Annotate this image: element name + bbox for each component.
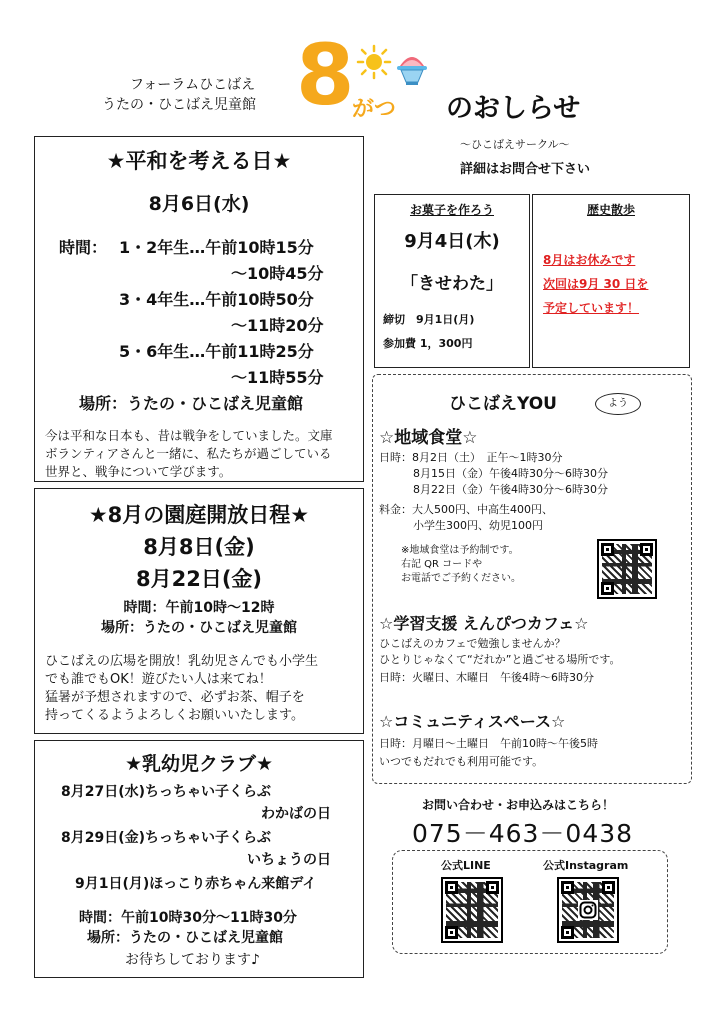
study-line: ひとりじゃなくて“だれか”と過ごせる場所です。 [379, 653, 621, 666]
garden-desc: 猛暑が予想されますので、必ずお茶、帽子を [45, 690, 305, 705]
you-title: ひこばえYOU [449, 394, 557, 414]
shaved-ice-icon [394, 46, 430, 88]
sweets-fee: 参加費 1，300円 [383, 337, 473, 350]
garden-date: 8月22日(金) [135, 567, 263, 591]
food-reservation-qr-code[interactable] [597, 539, 657, 599]
space-title: ☆コミュニティスペース☆ [379, 712, 566, 731]
sweets-date: 9月4日(木) [404, 231, 500, 252]
infant-title: ★乳幼児クラブ★ [124, 753, 274, 775]
infant-place: 場所：うたの・ひこばえ児童館 [87, 930, 283, 946]
history-title: 歴史散歩 [586, 203, 635, 217]
space-line: いつでもだれでも利用可能です。 [379, 755, 544, 768]
speech-bubble [595, 393, 641, 415]
food-line: 8月15日（金）午後4時30分～6時30分 [413, 467, 608, 480]
sweets-deadline: 締切 9月1日(月) [383, 313, 475, 326]
garden-open-section [34, 488, 364, 734]
peace-desc: 世界と、戦争について学びます。 [45, 464, 232, 479]
infant-event: 9月1日(月)ほっこり赤ちゃん来館デイ [75, 876, 317, 892]
infant-event: 8月27日(水)ちっちゃい子くらぶ [61, 784, 272, 800]
food-line: 8月22日（金）午後4時30分～6時30分 [413, 483, 608, 496]
peace-desc: ボランティアさんと一緒に、私たちが過ごしている [45, 446, 332, 461]
phone-number[interactable]: 075－463－0438 [412, 819, 634, 848]
org-name: フォーラムひこばえ [130, 77, 256, 93]
instagram-qr-code[interactable] [557, 877, 619, 943]
garden-date: 8月8日(金) [143, 535, 255, 559]
food-line: 日時：8月2日（土） 正午～1時30分 [379, 451, 563, 464]
peace-time-row: ～10時45分 [231, 264, 324, 283]
line-label: 公式LINE [441, 859, 491, 872]
food-note: ※地域食堂は予約制です。 [401, 545, 519, 556]
peace-time-row: ～11時55分 [231, 368, 324, 387]
study-line: 日時：火曜日、木曜日 午後4時～6時30分 [379, 671, 594, 684]
hikobae-you-section [372, 374, 692, 784]
garden-place: 場所：うたの・ひこばえ児童館 [101, 620, 297, 636]
peace-title: ★平和を考える日★ [106, 149, 292, 173]
food-title: ☆地域食堂☆ [379, 428, 478, 448]
study-title: ☆学習支援 えんぴつカフェ☆ [379, 614, 589, 633]
month-number: 8 [296, 26, 355, 124]
line-qr-code[interactable] [441, 877, 503, 943]
infant-event-sub: わかばの日 [261, 806, 331, 822]
garden-desc: ひこばえの広場を開放！乳幼児さんでも小学生 [45, 654, 319, 669]
speech-bubble-text: よう [608, 398, 628, 409]
contact-note: 詳細はお問合せ下さい [460, 162, 591, 177]
garden-title: ★8月の園庭開放日程★ [88, 503, 310, 527]
peace-time-label: 時間： [59, 238, 108, 257]
study-line: ひこばえのカフェで勉強しませんか？ [379, 637, 566, 650]
infant-time: 時間：午前10時30分～11時30分 [79, 910, 297, 926]
infant-event: 8月29日(金)ちっちゃい子くらぶ [61, 830, 272, 846]
page-title: のおしらせ [446, 93, 581, 124]
food-line: 小学生300円、幼児100円 [413, 519, 543, 532]
infant-event-sub: いちょうの日 [247, 852, 331, 868]
sweets-name: 「きせわた」 [401, 274, 503, 294]
garden-desc: でも誰でもOK！遊びたい人は来てね！ [45, 672, 272, 687]
food-note: 右記 QR コードや [401, 559, 483, 570]
history-note: 次回は9月 30 日を [543, 277, 649, 291]
history-note: 予定しています！ [543, 301, 640, 315]
subtitle: ～ひこばえサークル～ [460, 138, 570, 151]
month-kana: がつ [352, 97, 397, 122]
peace-time-row: 5・6年生…午前11時25分 [119, 342, 314, 361]
peace-time-row: 3・4年生…午前10時50分 [119, 290, 314, 309]
peace-time-row: 1・2年生…午前10時15分 [119, 238, 314, 257]
peace-date: 8月6日(水) [148, 193, 250, 215]
contact-label: お問い合わせ・お申込みはこちら！ [422, 798, 615, 812]
garden-time: 時間：午前10時～12時 [123, 600, 275, 616]
peace-place: 場所：うたの・ひこばえ児童館 [79, 394, 304, 413]
food-line: 料金：大人500円、中高生400円、 [379, 503, 553, 516]
peace-day-section [34, 136, 364, 482]
peace-desc: 今は平和な日本も、昔は戦争をしていました。文庫 [45, 428, 333, 443]
garden-desc: 持ってくるようよろしくお願いいたします。 [45, 708, 304, 723]
history-note: 8月はお休みです [543, 253, 636, 267]
history-walk-section [532, 194, 690, 368]
infant-club-section [34, 740, 364, 978]
sun-icon [356, 44, 392, 80]
space-line: 日時：月曜日～土曜日 午前10時～午後5時 [379, 737, 598, 750]
sweets-section [374, 194, 530, 368]
peace-time-row: ～11時20分 [231, 316, 324, 335]
infant-closing: お待ちしております♪ [125, 952, 260, 968]
sns-section [392, 850, 668, 954]
instagram-label: 公式Instagram [543, 859, 629, 872]
sweets-title: お菓子を作ろう [409, 203, 494, 217]
org-subname: うたの・ひこばえ児童館 [102, 97, 256, 113]
instagram-icon [578, 900, 598, 920]
food-note: お電話でご予約ください。 [401, 573, 521, 584]
